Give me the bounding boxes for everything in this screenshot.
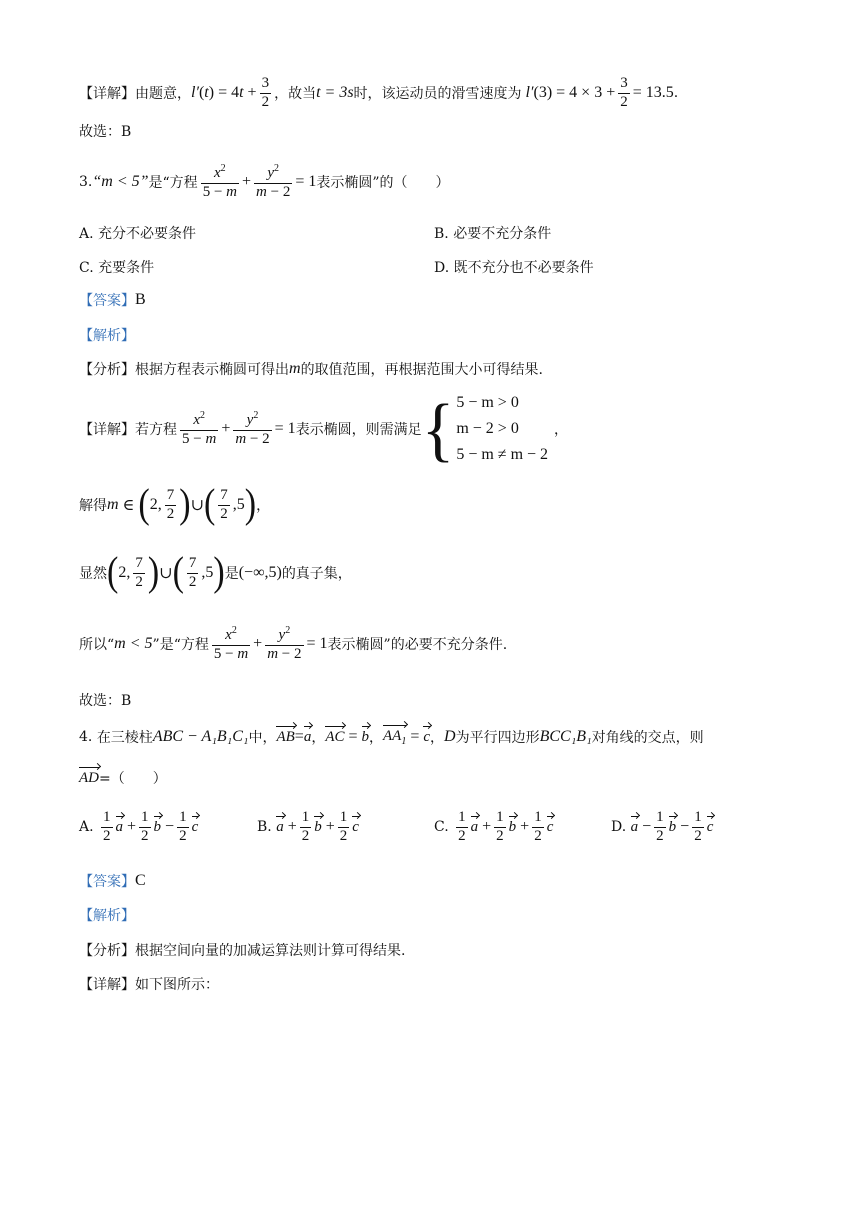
q3-conclusion: 所以“ m < 5 ”是“方程 $\frac{x^2}{5 - m}$ + $\frac{y^2}{m - 2}$ = 1 表示椭圆”的必要不充分条件. xyxy=(79,625,508,662)
q4-answer: 【答案】 C xyxy=(79,872,146,890)
inequality-system: 5 − m > 0 m − 2 > 0 5 − m ≠ m − 2 xyxy=(456,394,549,463)
q4-option-c[interactable]: C. $\frac{1}{2}$ a + $\frac{1}{2}$ b + $\frac{1}{2}$ c xyxy=(434,809,554,844)
q4-option-a[interactable]: A. $\frac{1}{2}$ a + $\frac{1}{2}$ b − $\frac{1}{2}$ c xyxy=(79,809,199,844)
q4-detail: 【详解】 如下图所示： xyxy=(79,977,219,993)
q3-detail: 【详解】 若方程 $\frac{x^2}{5 - m}$ + $\frac{y^2}{m - 2}$ = 1 表示椭圆，则需满足 { 5 − m > 0 m − 2 > 0 5 − m ≠ m − 2 ， xyxy=(79,389,569,469)
question-4-cont: AD =（ ） xyxy=(79,769,167,787)
q4-option-d[interactable]: D. a − $\frac{1}{2}$ b − $\frac{1}{2}$ c xyxy=(611,809,714,844)
formula-derivative: l′ xyxy=(191,84,199,102)
choose-line-2: 故选：B xyxy=(79,693,132,709)
q4-jiexi: 【解析】 xyxy=(79,908,135,924)
q3-obvious: 显然 ( 2, $\frac{7}{2}$ ) ∪ ( $\frac{7}{2}$ ,5 ) 是 (−∞,5) 的真子集， xyxy=(79,550,352,595)
q3-analysis: 【分析】 根据方程表示椭圆可得出 m 的取值范围，再根据范围大小可得结果. xyxy=(79,360,544,378)
q3-option-b[interactable]: B. 必要不充分条件 xyxy=(434,226,552,242)
q3-option-a[interactable]: A. 充分不必要条件 xyxy=(79,226,197,242)
q3-solve: 解得 m ∈ ( 2, $\frac{7}{2}$ ) ∪ ( $\frac{7}{2}$ ,5 ) ， xyxy=(79,482,271,527)
question-3: 3. “m < 5” 是“方程 $\frac{x^2}{5 - m}$ + $\frac{y^2}{m - 2}$ = 1 表示椭圆”的（ ） xyxy=(79,163,450,200)
detail-line-1: 【详解】 由题意， l′ ( t ) = 4 t + $\frac{3}{2}$ ，故当 t = 3s 时，该运动员的滑雪速度为 l′ (3) = 4 × 3 + $\frac{3}{2}$ = 13.5 . xyxy=(79,75,679,110)
q4-analysis: 【分析】 根据空间向量的加减运算法则计算可得结果. xyxy=(79,943,406,959)
q3-option-d[interactable]: D. 既不充分也不必要条件 xyxy=(434,260,594,276)
detail-label: 【详解】 xyxy=(79,86,135,103)
choose-line-1: 故选：B xyxy=(79,124,132,140)
q3-jiexi: 【解析】 xyxy=(79,328,135,344)
q3-option-c[interactable]: C. 充要条件 xyxy=(79,260,155,276)
q4-option-b[interactable]: B. a + $\frac{1}{2}$ b + $\frac{1}{2}$ c xyxy=(257,809,359,844)
question-4: 4. 在三棱柱 ABC − A₁B₁C₁ 中， AB = a ， AC = b ， $AA_1$ = c ， D 为平行四边形 BCC₁B₁ 对角线的交点，则 xyxy=(79,727,704,747)
q3-answer: 【答案】 B xyxy=(79,291,146,309)
